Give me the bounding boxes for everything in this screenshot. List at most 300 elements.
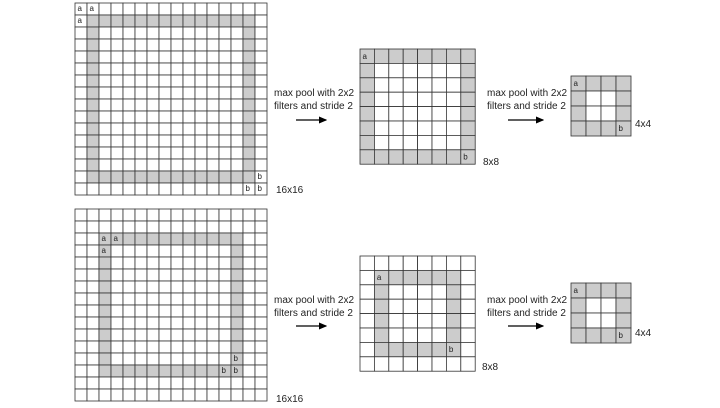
grid-cell	[135, 3, 147, 15]
grid-cell	[446, 328, 460, 342]
grid-cell	[159, 99, 171, 111]
grid-cell	[461, 49, 475, 63]
grid-cell	[207, 159, 219, 171]
grid-cell	[183, 377, 195, 389]
grid-cell	[616, 91, 631, 106]
grid-cell	[135, 135, 147, 147]
grid-cell	[461, 135, 475, 149]
grid-cell	[601, 91, 616, 106]
grid-cell	[207, 183, 219, 195]
grid-cell	[195, 15, 207, 27]
cell-mark-b: b	[221, 366, 226, 376]
grid-cell	[418, 63, 432, 77]
grid-cell	[87, 281, 99, 293]
grid-cell	[207, 317, 219, 329]
grid-cell	[243, 221, 255, 233]
grid-cell	[461, 63, 475, 77]
grid-cell	[135, 269, 147, 281]
grid-cell	[99, 221, 111, 233]
cell-mark-b: b	[618, 124, 623, 134]
grid-cell	[75, 51, 87, 63]
grid-cell	[243, 63, 255, 75]
grid-cell	[171, 365, 183, 377]
grid-cell	[159, 269, 171, 281]
grid-cell	[147, 183, 159, 195]
grid-cell	[207, 341, 219, 353]
grid-cell	[403, 299, 417, 313]
grid-cell	[99, 3, 111, 15]
grid-cell	[207, 147, 219, 159]
grid-cell	[446, 121, 460, 135]
grid-cell	[255, 3, 267, 15]
grid-cell	[616, 283, 631, 298]
grid-cell	[360, 63, 374, 77]
grid-cell	[183, 135, 195, 147]
grid-cell	[403, 135, 417, 149]
grid-cell	[147, 233, 159, 245]
grid-cell	[111, 269, 123, 281]
grid-cell	[159, 171, 171, 183]
grid-cell	[171, 257, 183, 269]
grid-cell	[147, 27, 159, 39]
grid-cell	[195, 51, 207, 63]
grid-cell	[183, 111, 195, 123]
grid-cell	[255, 221, 267, 233]
grid-cell	[255, 293, 267, 305]
grid-cell	[159, 281, 171, 293]
grid-cell	[432, 270, 446, 284]
grid-cell	[207, 15, 219, 27]
grid-cell	[231, 99, 243, 111]
pool-op-line1: max pool with 2x2	[274, 295, 355, 306]
grid-cell	[183, 305, 195, 317]
grid-cell	[403, 92, 417, 106]
input-grid-bottom	[75, 209, 267, 401]
grid-cell	[231, 317, 243, 329]
pool-op-line1: max pool with 2x2	[274, 88, 355, 99]
grid-cell	[243, 209, 255, 221]
grid-cell	[432, 299, 446, 313]
grid-cell	[147, 135, 159, 147]
grid-cell	[243, 353, 255, 365]
grid-cell	[183, 15, 195, 27]
grid-cell	[195, 365, 207, 377]
grid-cell	[571, 313, 586, 328]
grid-cell	[243, 377, 255, 389]
grid-cell	[171, 269, 183, 281]
grid-cell	[616, 313, 631, 328]
grid-cell	[87, 147, 99, 159]
grid-cell	[446, 63, 460, 77]
grid-cell	[135, 305, 147, 317]
grid-cell	[123, 27, 135, 39]
grid-cell	[159, 293, 171, 305]
grid-cell	[147, 87, 159, 99]
grid-cell	[586, 328, 601, 343]
grid-cell	[183, 51, 195, 63]
grid-cell	[389, 107, 403, 121]
grid-cell	[374, 299, 388, 313]
grid-cell	[99, 159, 111, 171]
grid-cell	[219, 63, 231, 75]
grid-cell	[159, 27, 171, 39]
grid-cell	[219, 317, 231, 329]
grid-cell	[403, 256, 417, 270]
grid-cell	[135, 233, 147, 245]
grid-cell	[75, 269, 87, 281]
grid-cell	[147, 99, 159, 111]
grid-cell	[432, 256, 446, 270]
grid-cell	[219, 341, 231, 353]
grid-cell	[135, 123, 147, 135]
grid-cell	[111, 281, 123, 293]
grid-cell	[461, 270, 475, 284]
grid-cell	[243, 39, 255, 51]
grid-cell	[111, 209, 123, 221]
grid-cell	[195, 3, 207, 15]
grid-cell	[432, 121, 446, 135]
grid-cell	[75, 63, 87, 75]
grid-cell	[75, 183, 87, 195]
grid-cell	[183, 123, 195, 135]
grid-cell	[171, 317, 183, 329]
grid-cell	[147, 389, 159, 401]
grid-cell	[461, 328, 475, 342]
grid-cell	[195, 27, 207, 39]
grid-cell	[243, 171, 255, 183]
grid-cell	[389, 49, 403, 63]
grid-cell	[616, 106, 631, 121]
grid-cell	[159, 233, 171, 245]
grid-cell	[219, 147, 231, 159]
grid-cell	[255, 111, 267, 123]
grid-cell	[207, 305, 219, 317]
grid-cell	[87, 209, 99, 221]
grid-cell	[231, 389, 243, 401]
grid-cell	[87, 111, 99, 123]
grid-cell	[87, 257, 99, 269]
grid-cell	[586, 283, 601, 298]
grid-cell	[255, 305, 267, 317]
grid-cell	[171, 99, 183, 111]
grid-cell	[75, 293, 87, 305]
grid-cell	[159, 39, 171, 51]
grid-cell	[111, 27, 123, 39]
grid-cell	[183, 99, 195, 111]
grid-cell	[159, 353, 171, 365]
grid-cell	[171, 341, 183, 353]
grid-cell	[87, 245, 99, 257]
grid-cell	[207, 39, 219, 51]
grid-cell	[123, 3, 135, 15]
grid-cell	[243, 317, 255, 329]
grid-cell	[389, 256, 403, 270]
grid-cell	[255, 63, 267, 75]
grid-cell	[159, 365, 171, 377]
grid-cell	[171, 293, 183, 305]
grid-cell	[75, 233, 87, 245]
grid-cell	[87, 51, 99, 63]
grid-cell	[360, 256, 374, 270]
grid-cell	[135, 171, 147, 183]
grid-cell	[123, 353, 135, 365]
grid-cell	[171, 183, 183, 195]
grid-cell	[389, 342, 403, 356]
grid-cell	[461, 78, 475, 92]
grid-cell	[418, 135, 432, 149]
grid-cell	[219, 377, 231, 389]
grid-cell	[147, 305, 159, 317]
grid-cell	[195, 111, 207, 123]
grid-cell	[99, 269, 111, 281]
grid-cell	[123, 365, 135, 377]
grid-cell	[147, 75, 159, 87]
cell-mark-b: b	[245, 184, 250, 194]
grid-cell	[123, 87, 135, 99]
cell-mark-a: a	[77, 4, 82, 14]
grid-cell	[159, 389, 171, 401]
grid-cell	[183, 159, 195, 171]
grid-cell	[219, 15, 231, 27]
grid-cell	[75, 123, 87, 135]
grid-cell	[171, 377, 183, 389]
grid-cell	[75, 171, 87, 183]
grid-cell	[147, 341, 159, 353]
grid-cell	[99, 75, 111, 87]
grid-cell	[111, 245, 123, 257]
grid-cell	[389, 63, 403, 77]
input-grid-top	[75, 3, 267, 195]
grid-cell	[171, 209, 183, 221]
grid-cell	[195, 87, 207, 99]
grid-cell	[135, 221, 147, 233]
grid-cell	[171, 87, 183, 99]
grid-cell	[207, 209, 219, 221]
grid-cell	[123, 269, 135, 281]
grid-cell	[231, 147, 243, 159]
grid-cell	[403, 270, 417, 284]
grid-cell	[159, 63, 171, 75]
grid-cell	[183, 63, 195, 75]
grid-cell	[159, 305, 171, 317]
grid-cell	[243, 293, 255, 305]
grid-cell	[461, 314, 475, 328]
grid-cell	[111, 317, 123, 329]
grid-cell	[87, 27, 99, 39]
grid-cell	[461, 357, 475, 371]
grid-cell	[147, 317, 159, 329]
grid-cell	[255, 75, 267, 87]
grid-cell	[171, 353, 183, 365]
grid-cell	[389, 314, 403, 328]
grid-cell	[255, 39, 267, 51]
grid-cell	[219, 233, 231, 245]
grid-cell	[75, 159, 87, 171]
grid-cell	[159, 15, 171, 27]
cell-mark-a: a	[376, 273, 382, 283]
grid-cell	[171, 221, 183, 233]
grid-cell	[195, 257, 207, 269]
grid-cell	[403, 78, 417, 92]
grid-cell	[75, 353, 87, 365]
grid-cell	[123, 39, 135, 51]
grid-cell	[255, 123, 267, 135]
grid-cell	[207, 123, 219, 135]
grid-cell	[219, 3, 231, 15]
cell-mark-b: b	[448, 345, 454, 355]
grid-cell	[446, 256, 460, 270]
grid-cell	[183, 269, 195, 281]
grid-cell	[601, 76, 616, 91]
grid-cell	[147, 245, 159, 257]
cell-mark-b: b	[257, 184, 262, 194]
grid-cell	[123, 159, 135, 171]
grid-cell	[360, 342, 374, 356]
grid-cell	[87, 123, 99, 135]
grid-cell	[99, 147, 111, 159]
output-grid-bottom	[571, 283, 631, 343]
grid-cell	[171, 123, 183, 135]
grid-cell	[446, 285, 460, 299]
grid-cell	[403, 285, 417, 299]
grid-cell	[183, 329, 195, 341]
grid-cell	[586, 76, 601, 91]
grid-cell	[207, 353, 219, 365]
grid-cell	[446, 92, 460, 106]
grid-cell	[219, 171, 231, 183]
grid-cell	[159, 87, 171, 99]
input-grid-label-bottom: 16x16	[276, 394, 304, 405]
grid-cell	[432, 285, 446, 299]
grid-cell	[219, 87, 231, 99]
grid-cell	[219, 75, 231, 87]
grid-cell	[255, 329, 267, 341]
grid-cell	[159, 341, 171, 353]
grid-cell	[255, 389, 267, 401]
grid-cell	[135, 51, 147, 63]
grid-cell	[171, 135, 183, 147]
grid-cell	[123, 99, 135, 111]
grid-cell	[255, 341, 267, 353]
grid-cell	[360, 357, 374, 371]
grid-cell	[231, 75, 243, 87]
grid-cell	[432, 135, 446, 149]
grid-cell	[586, 121, 601, 136]
grid-cell	[432, 314, 446, 328]
cell-mark-a: a	[89, 4, 94, 14]
grid-cell	[111, 305, 123, 317]
grid-cell	[147, 159, 159, 171]
grid-cell	[231, 63, 243, 75]
grid-cell	[123, 221, 135, 233]
grid-cell	[418, 78, 432, 92]
grid-cell	[195, 281, 207, 293]
grid-cell	[135, 317, 147, 329]
cell-mark-b: b	[233, 354, 238, 364]
grid-cell	[87, 269, 99, 281]
grid-cell	[403, 314, 417, 328]
grid-cell	[75, 365, 87, 377]
grid-cell	[135, 293, 147, 305]
grid-cell	[571, 106, 586, 121]
grid-cell	[183, 221, 195, 233]
grid-cell	[111, 39, 123, 51]
grid-cell	[374, 121, 388, 135]
grid-cell	[243, 365, 255, 377]
grid-cell	[195, 329, 207, 341]
grid-cell	[87, 99, 99, 111]
grid-cell	[147, 221, 159, 233]
mid-grid-label-bottom: 8x8	[482, 362, 499, 373]
grid-cell	[75, 317, 87, 329]
grid-cell	[601, 283, 616, 298]
grid-cell	[123, 111, 135, 123]
grid-cell	[99, 27, 111, 39]
grid-cell	[461, 107, 475, 121]
grid-cell	[219, 159, 231, 171]
grid-cell	[99, 281, 111, 293]
grid-cell	[171, 3, 183, 15]
grid-cell	[111, 63, 123, 75]
grid-cell	[87, 353, 99, 365]
grid-cell	[171, 111, 183, 123]
grid-cell	[461, 92, 475, 106]
grid-cell	[389, 150, 403, 164]
grid-cell	[147, 353, 159, 365]
grid-cell	[207, 365, 219, 377]
grid-cell	[123, 63, 135, 75]
cell-mark-a: a	[101, 234, 106, 244]
grid-cell	[374, 150, 388, 164]
grid-cell	[403, 49, 417, 63]
grid-cell	[207, 245, 219, 257]
grid-cell	[171, 389, 183, 401]
grid-cell	[111, 123, 123, 135]
grid-cell	[183, 87, 195, 99]
grid-cell	[159, 317, 171, 329]
grid-cell	[432, 357, 446, 371]
grid-cell	[243, 87, 255, 99]
grid-cell	[207, 221, 219, 233]
grid-cell	[135, 63, 147, 75]
pool-op-2-label-bottom	[487, 294, 567, 320]
grid-cell	[183, 3, 195, 15]
grid-cell	[231, 87, 243, 99]
grid-cell	[87, 135, 99, 147]
grid-cell	[123, 51, 135, 63]
grid-cell	[219, 329, 231, 341]
grid-cell	[231, 329, 243, 341]
grid-cell	[195, 159, 207, 171]
grid-cell	[75, 305, 87, 317]
grid-cell	[403, 357, 417, 371]
grid-cell	[99, 293, 111, 305]
grid-cell	[446, 270, 460, 284]
grid-cell	[374, 342, 388, 356]
pool-op-1-label-bottom	[274, 294, 354, 320]
grid-cell	[135, 245, 147, 257]
grid-cell	[374, 107, 388, 121]
grid-cell	[231, 245, 243, 257]
grid-cell	[195, 317, 207, 329]
grid-cell	[75, 147, 87, 159]
grid-cell	[360, 121, 374, 135]
grid-cell	[243, 135, 255, 147]
grid-cell	[195, 389, 207, 401]
grid-cell	[75, 87, 87, 99]
grid-cell	[219, 305, 231, 317]
grid-cell	[219, 269, 231, 281]
